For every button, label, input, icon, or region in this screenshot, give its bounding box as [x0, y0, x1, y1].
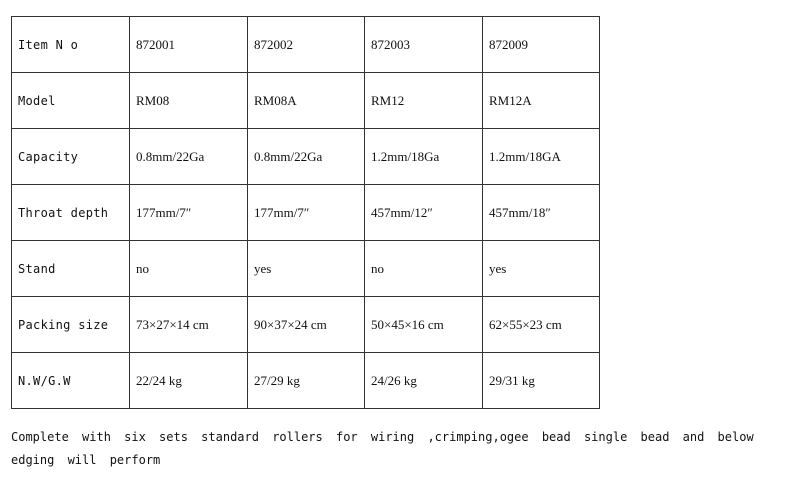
row-label: Capacity	[12, 129, 130, 185]
row-label: Throat depth	[12, 185, 130, 241]
table-cell: no	[130, 241, 248, 297]
table-cell: 177mm/7″	[248, 185, 365, 241]
table-cell: 22/24 kg	[130, 353, 248, 409]
table-cell: 872002	[248, 17, 365, 73]
table-cell: 27/29 kg	[248, 353, 365, 409]
table-cell: yes	[248, 241, 365, 297]
table-row-capacity	[12, 129, 600, 185]
table-cell: RM08	[130, 73, 248, 129]
table-cell: no	[365, 241, 483, 297]
table-cell: 29/31 kg	[483, 353, 600, 409]
table-row-model	[12, 73, 600, 129]
table-row-stand	[12, 241, 600, 297]
table-row-item-no	[12, 17, 600, 73]
table-row-packing-size	[12, 297, 600, 353]
table-cell: 872003	[365, 17, 483, 73]
table-cell: 1.2mm/18Ga	[365, 129, 483, 185]
table-cell: 0.8mm/22Ga	[130, 129, 248, 185]
table-cell: 457mm/12″	[365, 185, 483, 241]
table-cell: 50×45×16 cm	[365, 297, 483, 353]
spec-table	[11, 16, 600, 409]
table-cell: 872001	[130, 17, 248, 73]
row-label: Stand	[12, 241, 130, 297]
table-row-throat-depth	[12, 185, 600, 241]
row-label: Packing size	[12, 297, 130, 353]
row-label: Model	[12, 73, 130, 129]
table-cell: 90×37×24 cm	[248, 297, 365, 353]
table-cell: RM12	[365, 73, 483, 129]
table-cell: 177mm/7″	[130, 185, 248, 241]
table-cell: RM08A	[248, 73, 365, 129]
table-cell: 457mm/18″	[483, 185, 600, 241]
table-cell: 62×55×23 cm	[483, 297, 600, 353]
table-cell: 0.8mm/22Ga	[248, 129, 365, 185]
table-cell: RM12A	[483, 73, 600, 129]
table-cell: yes	[483, 241, 600, 297]
row-label: Item N o	[12, 17, 130, 73]
table-cell: 24/26 kg	[365, 353, 483, 409]
row-label: N.W/G.W	[12, 353, 130, 409]
table-cell: 872009	[483, 17, 600, 73]
product-note: Complete with six sets standard rollers for wiring ,crimping,ogee bead single bead and below edging will perform	[11, 430, 754, 467]
table-cell: 1.2mm/18GA	[483, 129, 600, 185]
table-row-weight	[12, 353, 600, 409]
table-cell: 73×27×14 cm	[130, 297, 248, 353]
